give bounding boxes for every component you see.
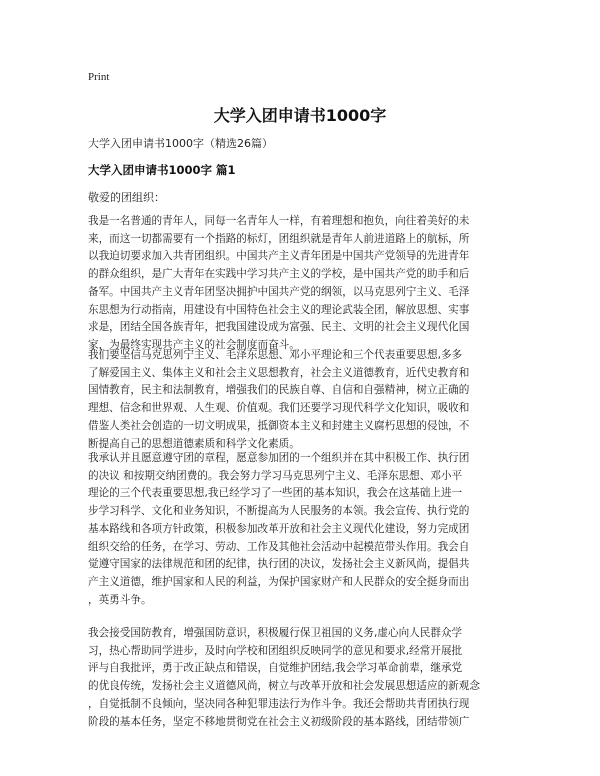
print-label: Print bbox=[88, 71, 110, 83]
text-line: 东思想为行动指南，用建设有中国特色社会主义的理论武装全团，解放思想、实事 bbox=[88, 303, 470, 316]
text-line: 产主义道德，维护国家和人民的利益，为保护国家财产和人民群众的安全挺身而出 bbox=[88, 575, 470, 588]
paragraph-4 bbox=[88, 625, 518, 731]
text-line: 家，为最终实现共产主义的社会制度而奋斗。 bbox=[88, 338, 300, 351]
section-title: 大学入团申请书1000字 篇1 bbox=[88, 163, 236, 177]
text-line: 我会接受国防教育，增强国防意识，积极履行保卫祖国的义务,虚心向人民群众学 bbox=[88, 627, 463, 639]
page-subtitle: 大学入团申请书1000字（精选26篇） bbox=[88, 137, 273, 150]
text-line: 的优良传统，发扬社会主义道德风尚，树立与改革开放和社会发展思想适应的新观念 bbox=[88, 680, 480, 693]
greeting: 敬爱的团组织： bbox=[88, 191, 165, 204]
text-line: 国情教育，民主和法制教育，增强我们的民族自尊、自信和自强精神，树立正确的 bbox=[88, 384, 470, 397]
text-line: 备军。中国共产主义青年团坚决拥护中国共产党的纲领，以马克思列宁主义、毛泽 bbox=[88, 285, 470, 298]
text-line: 借鉴人类社会创造的一切文明成果，抵御资本主义和封建主义腐朽思想的侵蚀，不 bbox=[88, 419, 470, 432]
text-line: 习，热心帮助同学进步，及时向学校和团组织反映同学的意见和要求,经常开展批 bbox=[88, 644, 463, 657]
text-line: 步学习科学、文化和业务知识，不断提高为人民服务的本领。我会宣传、执行党的 bbox=[88, 505, 470, 518]
text-line: 理想、信念和世界观、人生观、价值观。我们还要学习现代科学文化知识，吸收和 bbox=[88, 402, 470, 415]
text-line: 组织交给的任务，在学习、劳动、工作及其他社会活动中起模范带头作用。我会自 bbox=[88, 540, 470, 553]
text-line: 我是一名普通的青年人，同每一名青年人一样，有着理想和抱负，向往着美好的未 bbox=[88, 215, 470, 227]
paragraph-3 bbox=[88, 450, 518, 609]
text-line: 觉遵守国家的法律规范和团的纪律，执行团的决议，发扬社会主义新风尚，提倡共 bbox=[88, 558, 470, 571]
text-line: 评与自我批评，勇于改正缺点和错误，自觉维护团结,我会学习革命前辈，继承党 bbox=[88, 662, 463, 675]
text-line: 理论的三个代表重要思想,我已经学习了一些团的基本知识，我会在这基础上进一 bbox=[88, 487, 463, 500]
text-line: 我承认并且愿意遵守团的章程，愿意参加团的一个组织并在其中积极工作、执行团 bbox=[88, 452, 470, 464]
text-line: 断提高自己的思想道德素质和科学文化素质。 bbox=[88, 437, 300, 450]
paragraph-2 bbox=[88, 347, 518, 453]
text-line: ，英勇斗争。 bbox=[88, 593, 152, 606]
text-line: 基本路线和各项方针政策，积极参加改革开放和社会主义现代化建设，努力完成团 bbox=[88, 522, 470, 535]
text-line: 的决议 和按期交纳团费的。我会努力学习马克思列宁主义、毛泽东思想、邓小平 bbox=[88, 469, 463, 482]
text-line: 来，而这一切都需要有一个指路的标灯，团组织就是青年人前进道路上的航标，所 bbox=[88, 232, 470, 245]
text-line: 求是，团结全国各族青年，把我国建设成为富强、民主、文明的社会主义现代化国 bbox=[88, 321, 470, 334]
text-line: 以我迫切要求加入共青团组织。中国共产主义青年团是中国共产党领导的先进青年 bbox=[88, 250, 470, 263]
text-line: ，自觉抵制不良倾向，坚决同各种犯罪违法行为作斗争。我还会帮助共青团执行现 bbox=[88, 697, 470, 710]
text-line: 的群众组织，是广大青年在实践中学习共产主义的学校，是中国共产党的助手和后 bbox=[88, 268, 470, 281]
text-line: 阶段的基本任务，坚定不移地贯彻党在社会主义初级阶段的基本路线，团结带领广 bbox=[88, 715, 470, 728]
text-line: 我们要坚信马克思列宁主义、毛泽东思想、邓小平理论和三个代表重要思想,多多 bbox=[88, 349, 463, 361]
page-title: 大学入团申请书1000字 bbox=[213, 106, 387, 125]
text-line: 了解爱国主义、集体主义和社会主义思想教育，社会主义道德教育，近代史教育和 bbox=[88, 366, 470, 379]
paragraph-1 bbox=[88, 213, 518, 355]
